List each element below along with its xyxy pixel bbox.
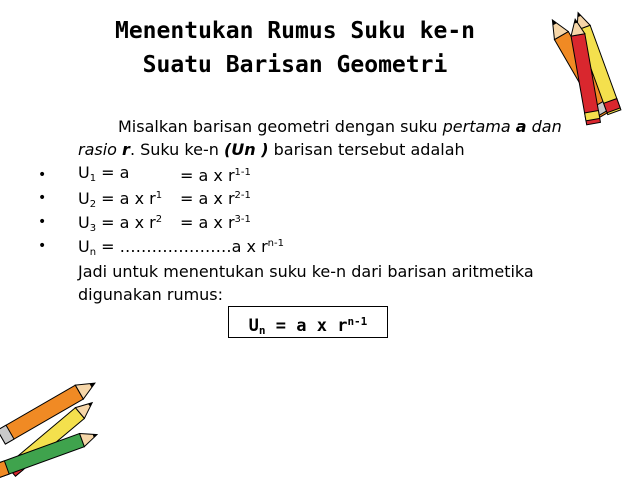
list-item: $U_n$ = …………………a x $r^{n-1}$: [78, 237, 284, 258]
intro-dan: dan: [531, 117, 562, 136]
bullet-dot: •: [38, 238, 47, 254]
list-item: $U_1 = a$ = a x $r^{1-1}$: [78, 163, 251, 185]
intro-line-2: rasio r. Suku ke-n (Un ) barisan tersebut adalah: [78, 140, 465, 159]
intro-r: r: [122, 140, 130, 159]
intro-pertama: pertama: [442, 117, 511, 136]
bullet-dot: •: [38, 167, 47, 183]
title-line-2: Suatu Barisan Geometri: [142, 52, 448, 78]
pencils-bottom-left-icon: [0, 360, 110, 479]
formula-box: $U_n = a$ x $r^{n-1}$: [228, 306, 388, 338]
conclusion-line-1: Jadi untuk menentukan suku ke-n dari barisan aritmetika: [78, 262, 534, 281]
intro-rasio: rasio: [78, 140, 117, 159]
intro-a: a: [515, 117, 527, 136]
slide-title: [60, 14, 530, 82]
title-line-1: Menentukan Rumus Suku ke-n: [114, 18, 476, 44]
bullet-dot: •: [38, 190, 47, 206]
bullet-dot: •: [38, 214, 47, 230]
list-item: $U_3 = a$ x $r^2$ = a x $r^{3-1}$: [78, 213, 251, 234]
intro-line-1: Misalkan barisan geometri dengan suku pertama a dan: [118, 117, 562, 136]
intro-un: (Un ): [223, 140, 269, 159]
list-item: $U_2 = a$ x $r^1$ = a x $r^{2-1}$: [78, 189, 251, 210]
conclusion-line-2: digunakan rumus:: [78, 285, 224, 304]
